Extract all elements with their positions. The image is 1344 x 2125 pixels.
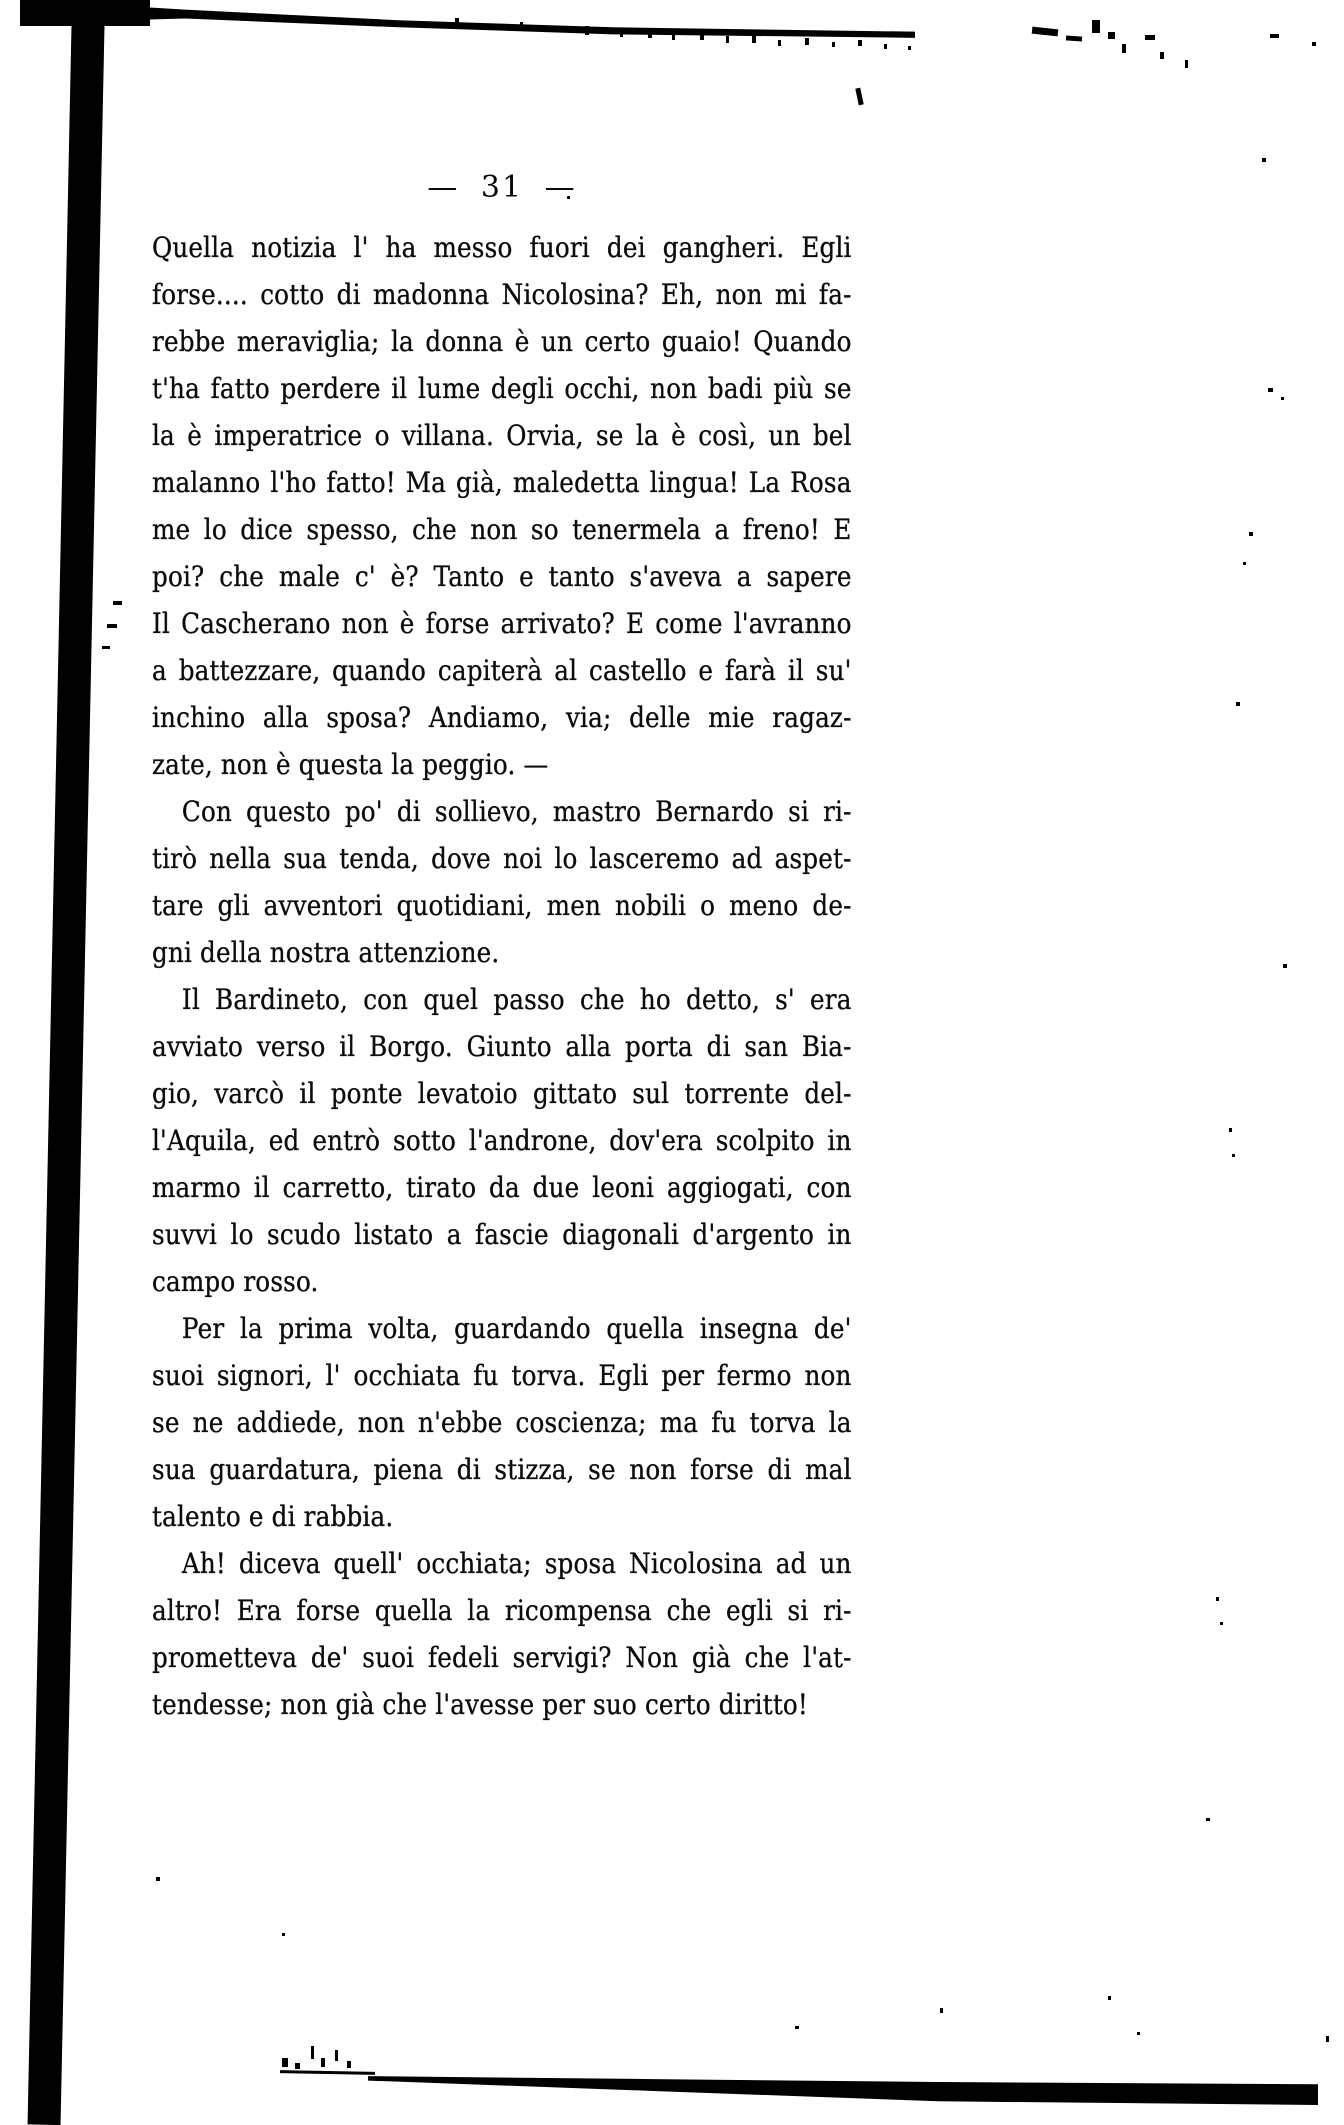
text-line: Per la prima volta, guardando quella insegna de' bbox=[181, 1312, 852, 1345]
scan-speck bbox=[1137, 2032, 1140, 2035]
text-line: prometteva de' suoi fedeli servigi? Non già che l'at- bbox=[152, 1641, 852, 1674]
scan-speck bbox=[1092, 20, 1100, 33]
text-line: poi? che male c' è? Tanto e tanto s'aveva a sapere bbox=[152, 560, 852, 593]
paragraph bbox=[152, 788, 947, 976]
scan-speck bbox=[832, 42, 835, 47]
text-line: tendesse; non già che l'avesse per suo certo diritto! bbox=[152, 1688, 808, 1721]
scan-speck bbox=[295, 2063, 300, 2069]
text-line: rebbe meraviglia; la donna è un certo guaio! Quando bbox=[152, 325, 852, 358]
scan-speck bbox=[1262, 158, 1266, 162]
scan-speck bbox=[778, 40, 781, 46]
scan-speck bbox=[1032, 27, 1059, 37]
scan-speck bbox=[102, 646, 110, 649]
scan-speck bbox=[1216, 1597, 1219, 1601]
text-line: suvvi lo scudo listato a fascie diagonali d'argento in bbox=[152, 1218, 852, 1251]
text-line: suoi signori, l' occhiata fu torva. Egli per fermo non bbox=[152, 1359, 852, 1392]
scan-artifact-top-edge bbox=[25, 0, 915, 44]
scan-speck bbox=[1185, 60, 1188, 68]
scan-speck bbox=[107, 624, 117, 628]
scan-speck bbox=[282, 2058, 288, 2067]
text-line: inchino alla sposa? Andiamo, via; delle mie ragaz- bbox=[152, 701, 852, 734]
text-line: Ah! diceva quell' occhiata; sposa Nicolosina ad un bbox=[181, 1547, 852, 1580]
scan-speck bbox=[1108, 32, 1115, 39]
text-line: zate, non è questa la peggio. — bbox=[152, 748, 549, 781]
scan-speck bbox=[60, 1488, 65, 1492]
paragraph bbox=[152, 1540, 947, 1728]
scan-speck bbox=[858, 40, 862, 46]
page-number: — 31 — bbox=[427, 170, 577, 205]
text-line: Il Cascherano non è forse arrivato? E come l'avranno bbox=[152, 607, 852, 640]
text-line: Con questo po' di sollievo, mastro Bernardo si ri- bbox=[181, 795, 852, 828]
scan-artifact-bottom-edge bbox=[368, 2068, 1318, 2105]
scan-speck bbox=[156, 1877, 160, 1881]
text-line: talento e di rabbia. bbox=[152, 1500, 394, 1533]
scan-speck bbox=[1220, 1622, 1223, 1625]
page-text bbox=[152, 224, 947, 1728]
paragraph bbox=[152, 1305, 947, 1540]
scan-speck bbox=[908, 46, 911, 50]
scan-speck bbox=[726, 36, 729, 43]
scan-speck bbox=[1066, 35, 1082, 41]
scan-speck bbox=[672, 34, 675, 40]
scan-speck bbox=[1108, 1996, 1111, 2000]
scan-speck bbox=[940, 2008, 943, 2013]
scan-speck bbox=[795, 2026, 799, 2029]
scan-speck bbox=[1206, 1818, 1210, 1821]
scan-speck bbox=[1236, 702, 1240, 706]
scan-speck bbox=[585, 26, 589, 35]
text-line: a battezzare, quando capiterà al castello e farà il su' bbox=[152, 654, 852, 687]
scan-speck bbox=[520, 22, 523, 30]
scan-speck bbox=[1268, 388, 1273, 392]
scan-speck bbox=[311, 2046, 314, 2059]
scan-speck bbox=[1232, 1154, 1235, 1157]
scan-speck bbox=[1122, 44, 1126, 53]
scan-speck bbox=[347, 2061, 351, 2068]
scan-speck bbox=[1283, 964, 1287, 968]
text-line: me lo dice spesso, che non so tenermela a freno! E bbox=[152, 513, 852, 546]
text-line: Quella notizia l' ha messo fuori dei gangheri. Egli bbox=[152, 231, 852, 264]
paragraph bbox=[152, 976, 947, 1305]
text-line: malanno l'ho fatto! Ma già, maledetta lingua! La Rosa bbox=[152, 466, 852, 499]
text-line: marmo il carretto, tirato da due leoni aggiogati, con bbox=[152, 1171, 852, 1204]
text-line: sua guardatura, piena di stizza, se non forse di mal bbox=[152, 1453, 852, 1486]
scan-speck bbox=[1145, 35, 1155, 40]
scan-speck bbox=[620, 30, 623, 37]
scan-speck bbox=[752, 34, 756, 43]
text-line: t'ha fatto perdere il lume degli occhi, non badi più se bbox=[152, 372, 852, 405]
scan-speck bbox=[280, 2070, 375, 2075]
paragraph bbox=[152, 224, 947, 788]
scan-speck bbox=[1229, 1128, 1232, 1132]
scan-speck bbox=[1270, 34, 1279, 38]
text-line: campo rosso. bbox=[152, 1265, 319, 1298]
scan-speck bbox=[1249, 532, 1253, 536]
scan-speck bbox=[855, 88, 863, 106]
text-line: avviato verso il Borgo. Giunto alla porta di san Bia- bbox=[152, 1030, 852, 1063]
scan-speck bbox=[455, 18, 459, 28]
scan-speck bbox=[321, 2058, 325, 2067]
scan-speck bbox=[805, 38, 809, 45]
scan-speck bbox=[1281, 397, 1284, 400]
text-line: forse.... cotto di madonna Nicolosina? Eh, non mi fa- bbox=[152, 278, 852, 311]
scan-speck bbox=[113, 601, 122, 605]
text-line: l'Aquila, ed entrò sotto l'androne, dov'era scolpito in bbox=[152, 1124, 852, 1157]
scan-speck bbox=[1160, 52, 1164, 59]
scan-speck bbox=[700, 32, 704, 40]
text-line: gni della nostra attenzione. bbox=[152, 936, 500, 969]
text-line: Il Bardineto, con quel passo che ho detto, s' era bbox=[181, 983, 852, 1016]
text-line: la è imperatrice o villana. Orvia, se la è così, un bel bbox=[152, 419, 852, 452]
text-line: gio, varcò il ponte levatoio gittato sul torrente del- bbox=[152, 1077, 852, 1110]
scan-speck bbox=[1243, 562, 1246, 565]
scan-speck bbox=[884, 44, 887, 49]
text-line: altro! Era forse quella la ricompensa che egli si ri- bbox=[152, 1594, 852, 1627]
scan-speck bbox=[335, 2050, 338, 2061]
scan-speck bbox=[1312, 42, 1316, 46]
text-line: tirò nella sua tenda, dove noi lo lasceremo ad aspet- bbox=[152, 842, 852, 875]
text-line: tare gli avventori quotidiani, men nobili o meno de- bbox=[152, 889, 852, 922]
scan-speck bbox=[648, 28, 652, 38]
scan-speck bbox=[282, 1933, 285, 1936]
text-line: se ne addiede, non n'ebbe coscienza; ma fu torva la bbox=[152, 1406, 852, 1439]
scan-speck bbox=[1326, 2036, 1329, 2042]
scan-artifact-left-margin bbox=[28, 0, 106, 2125]
